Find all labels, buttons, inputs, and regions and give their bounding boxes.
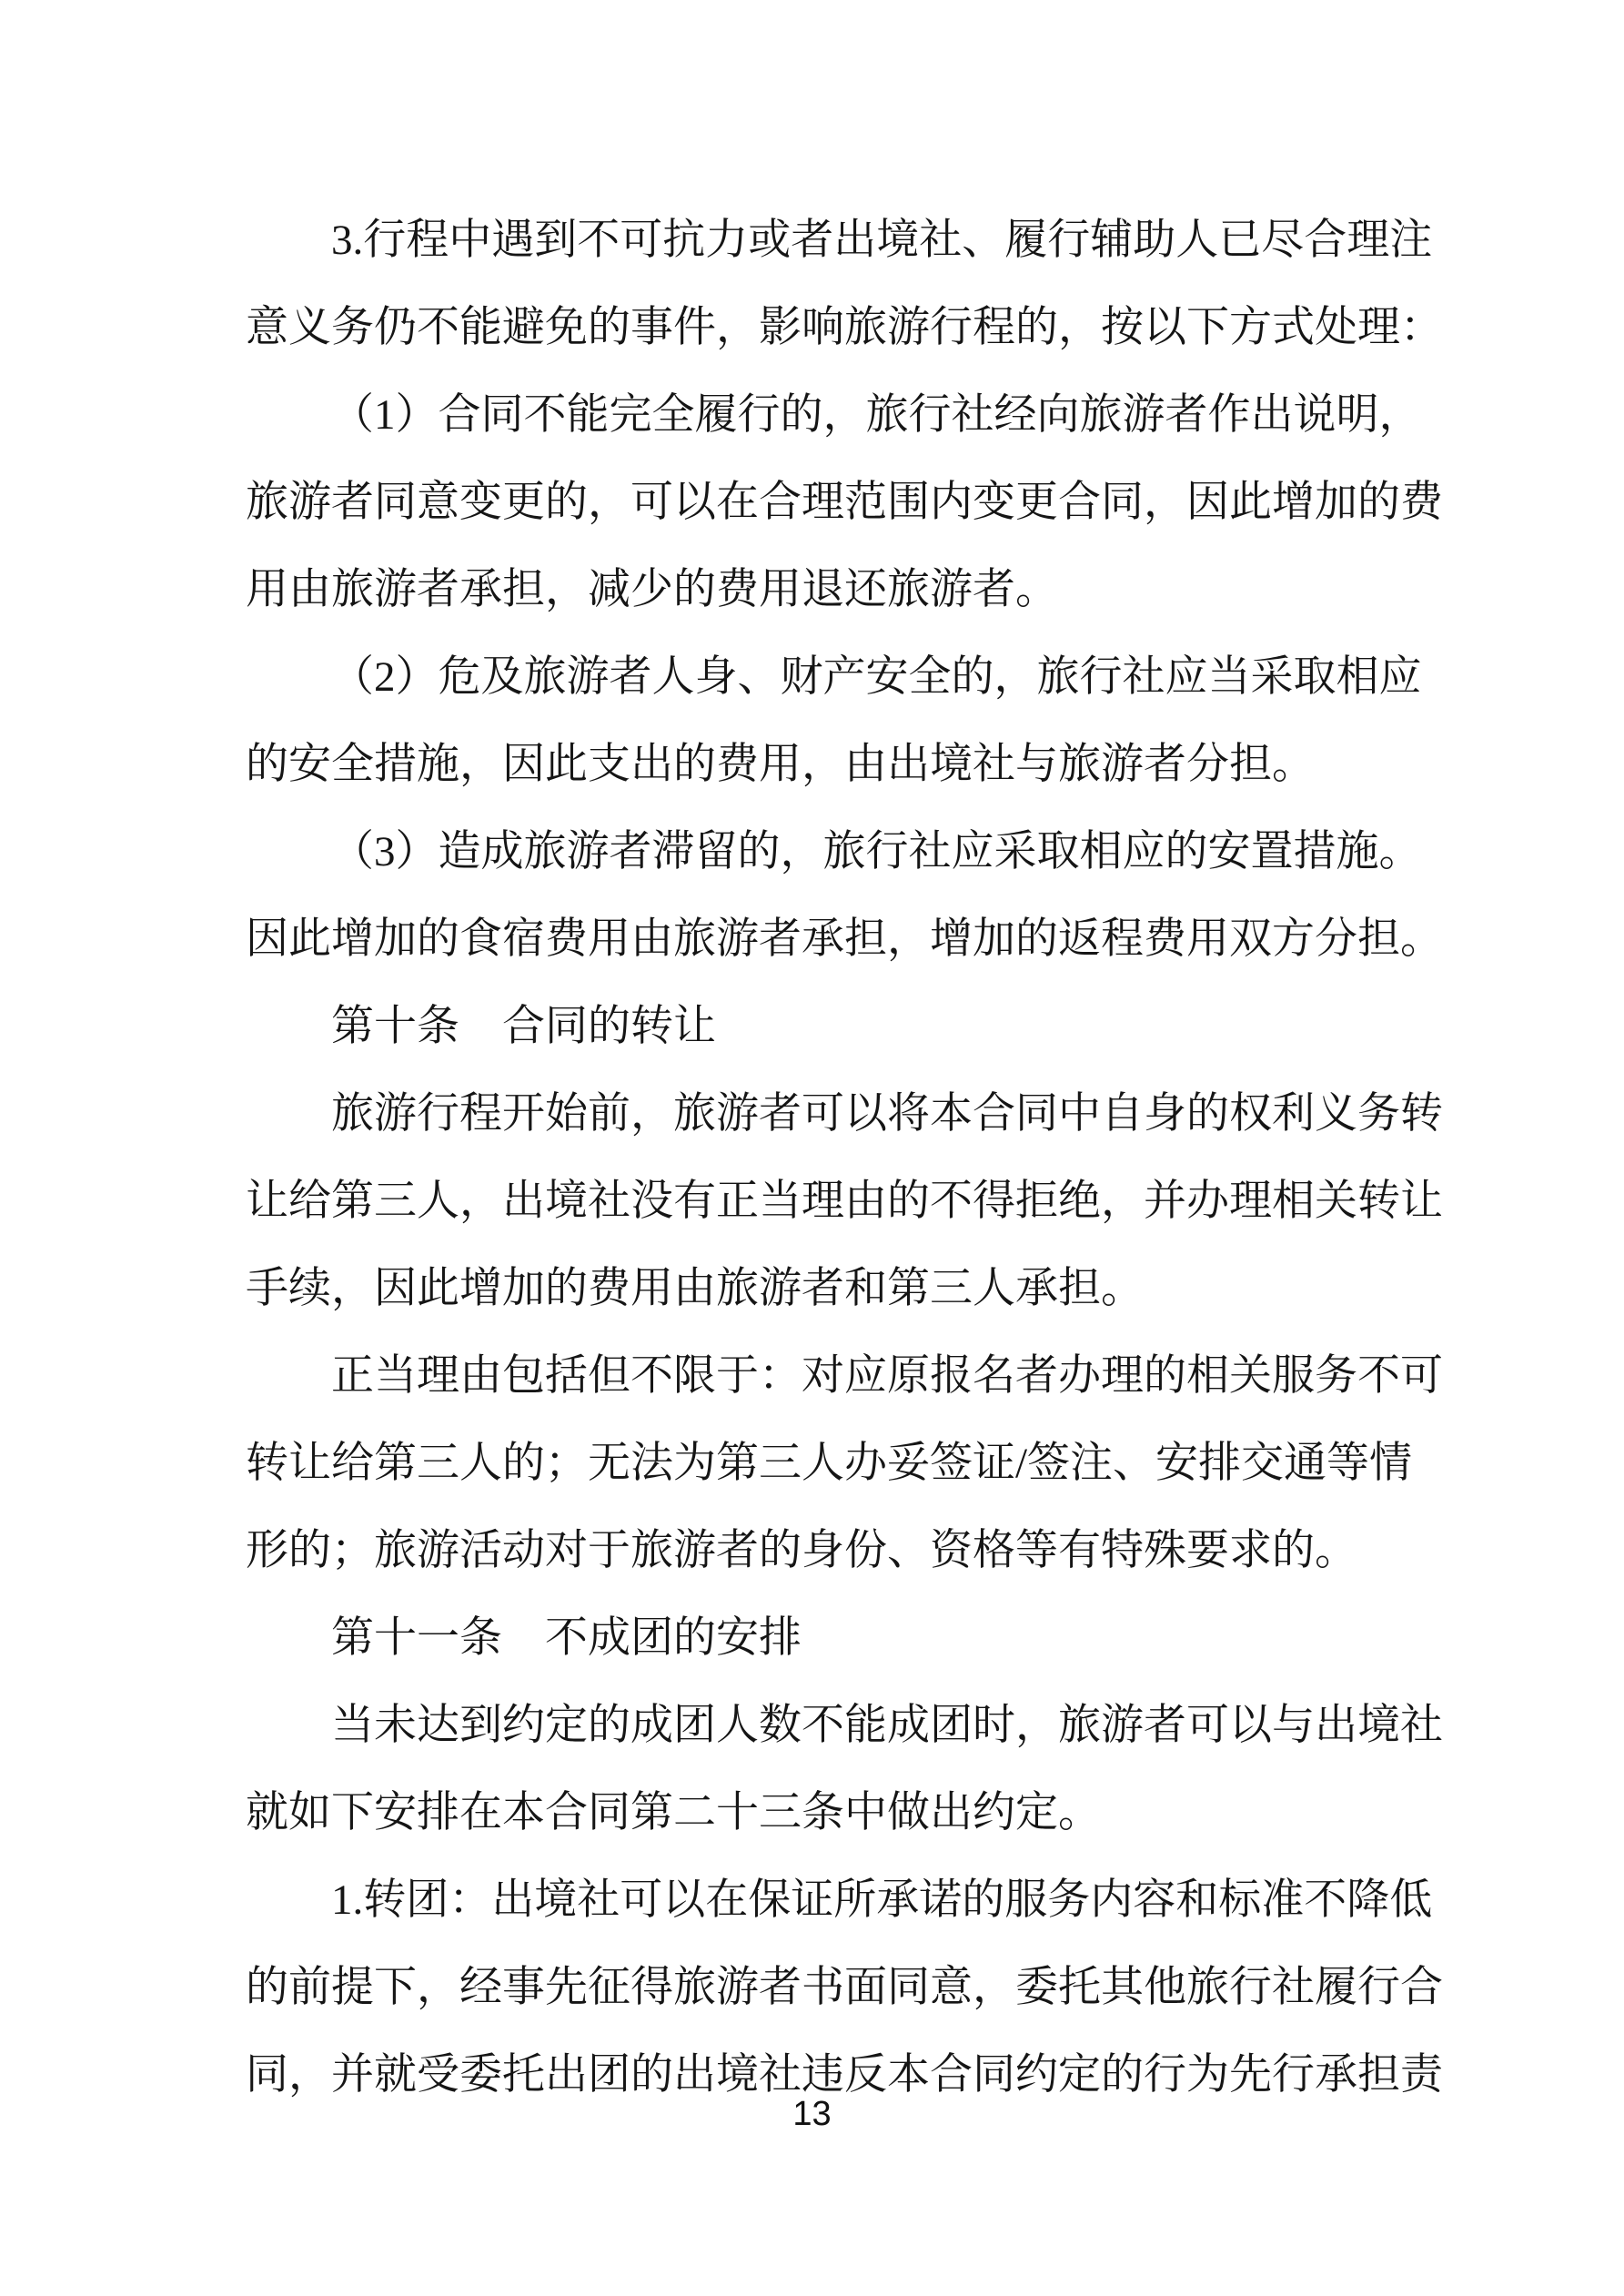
section-heading-article-11: 第十一条 不成团的安排	[331, 1614, 802, 1662]
text-line: （2）危及旅游者人身、财产安全的，旅行社应当采取相应	[331, 653, 1422, 701]
text-line: 的前提下，经事先征得旅游者书面同意，委托其他旅行社履行合	[246, 1964, 1443, 2011]
contract-body-text	[246, 197, 1456, 2119]
text-line: 手续，因此增加的费用由旅游者和第三人承担。	[246, 1265, 1144, 1312]
text-line: 的安全措施，因此支出的费用，由出境社与旅游者分担。	[246, 741, 1315, 788]
text-line: （3）造成旅游者滞留的，旅行社应采取相应的安置措施。	[331, 828, 1422, 875]
text-line: 形的；旅游活动对于旅游者的身份、资格等有特殊要求的。	[246, 1527, 1357, 1574]
text-line: 同，并就受委托出团的出境社违反本合同约定的行为先行承担责	[246, 2051, 1443, 2099]
text-line: 1.转团：出境社可以在保证所承诺的服务内容和标准不降低	[331, 1876, 1433, 1924]
text-line: 用由旅游者承担，减少的费用退还旅游者。	[246, 566, 1058, 613]
text-line: 意义务仍不能避免的事件，影响旅游行程的，按以下方式处理：	[246, 304, 1443, 351]
text-line: 让给第三人，出境社没有正当理由的不得拒绝，并办理相关转让	[246, 1178, 1443, 1225]
text-line: 转让给第三人的；无法为第三人办妥签证/签注、安排交通等情	[246, 1440, 1413, 1487]
text-line: 就如下安排在本合同第二十三条中做出约定。	[246, 1789, 1101, 1836]
text-line: 旅游行程开始前，旅游者可以将本合同中自身的权利义务转	[331, 1090, 1443, 1138]
page-number: 13	[792, 2095, 832, 2133]
text-line: 旅游者同意变更的，可以在合理范围内变更合同，因此增加的费	[246, 479, 1443, 526]
section-heading-article-10: 第十条 合同的转让	[331, 1003, 716, 1050]
text-line: 因此增加的食宿费用由旅游者承担，增加的返程费用双方分担。	[246, 915, 1443, 963]
text-line: 3.行程中遇到不可抗力或者出境社、履行辅助人已尽合理注	[331, 217, 1433, 264]
text-line: （1）合同不能完全履行的，旅行社经向旅游者作出说明，	[331, 391, 1422, 439]
text-line: 正当理由包括但不限于：对应原报名者办理的相关服务不可	[331, 1352, 1443, 1400]
text-line: 当未达到约定的成团人数不能成团时，旅游者可以与出境社	[331, 1702, 1443, 1749]
